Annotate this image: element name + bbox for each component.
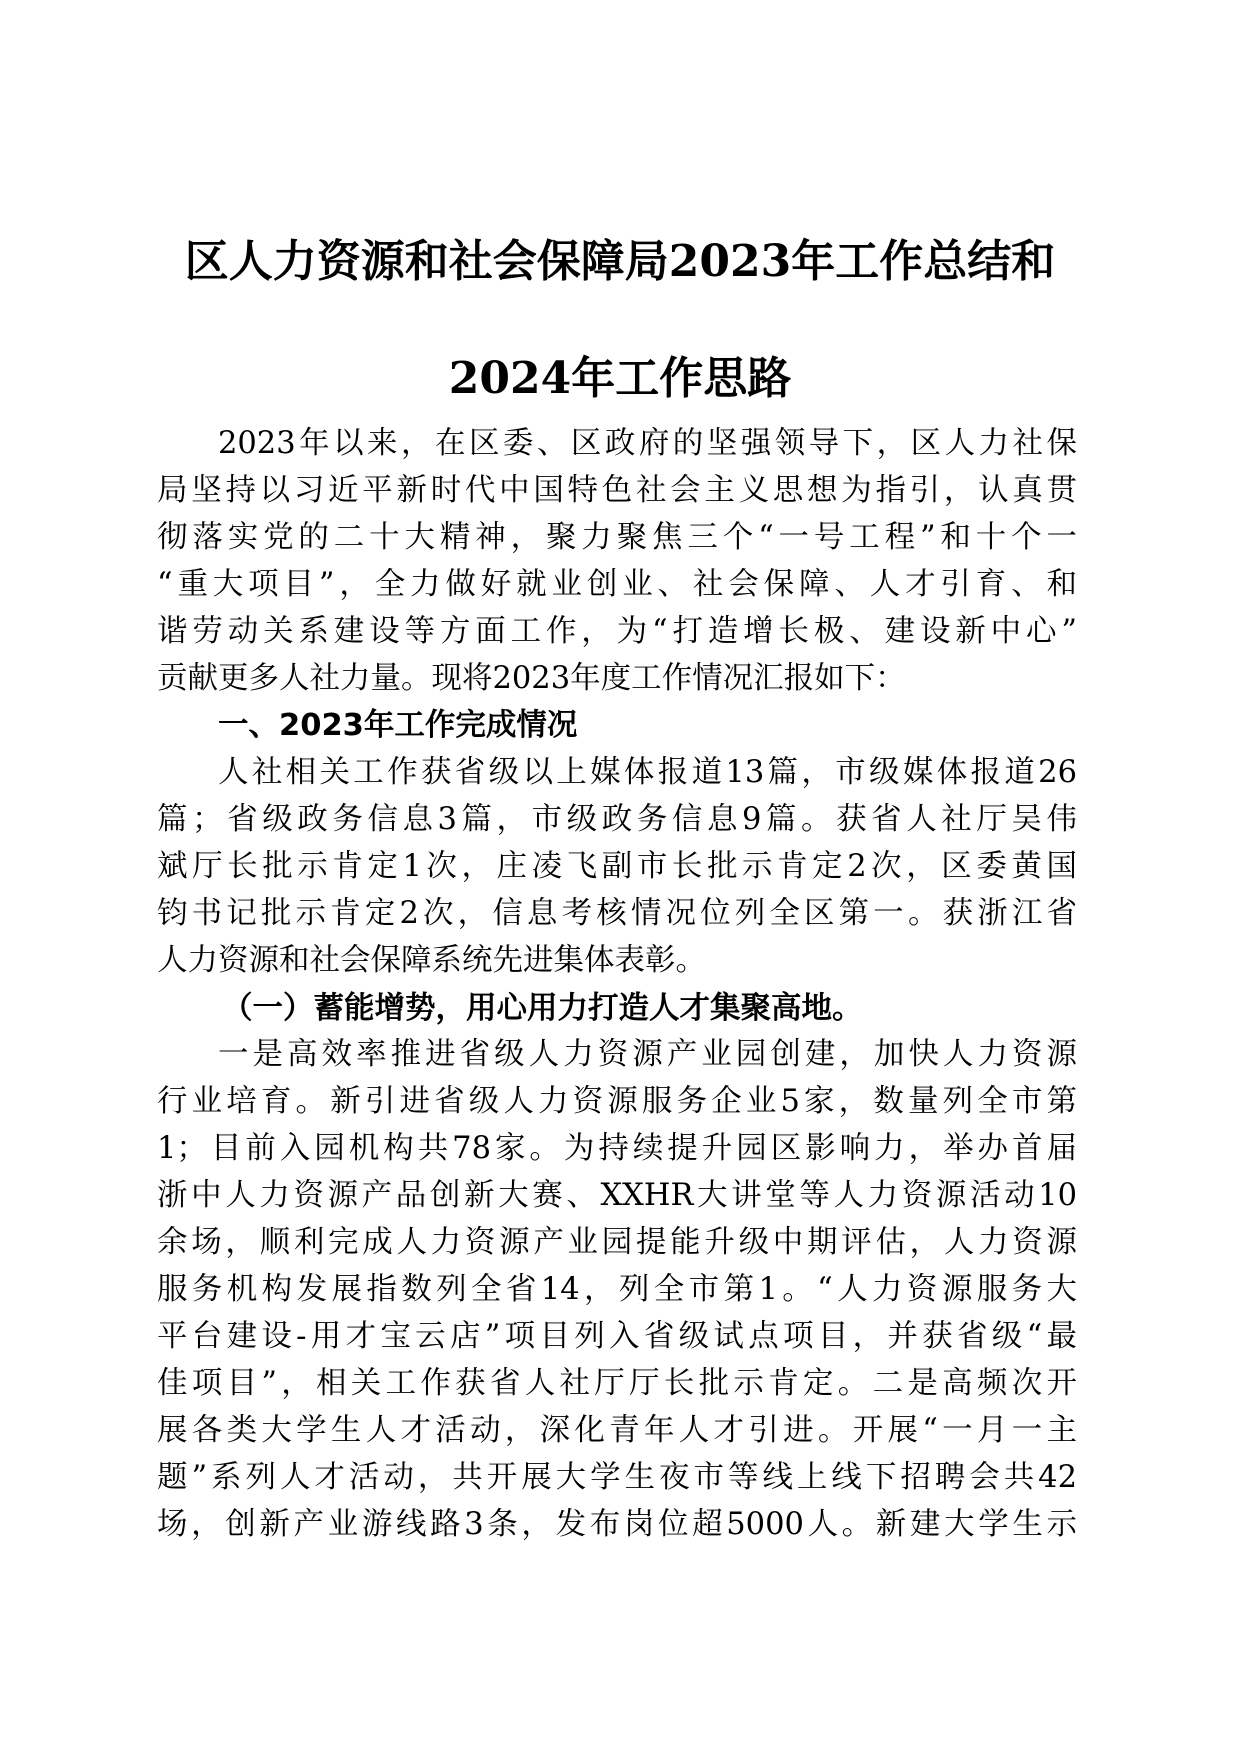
- paragraph-line: 斌厅长批示肯定1次，庄凌飞副市长批示肯定2次，区委黄国: [157, 849, 1077, 884]
- section-heading: 一、2023年工作完成情况: [218, 708, 578, 743]
- paragraph-line: “重大项目”，全力做好就业创业、社会保障、人才引育、和: [157, 567, 1077, 602]
- paragraph-line: 篇；省级政务信息3篇，市级政务信息9篇。获省人社厅吴伟: [157, 802, 1077, 837]
- paragraph-line: 1；目前入园机构共78家。为持续提升园区影响力，举办首届: [157, 1131, 1077, 1166]
- paragraph-line: 平台建设-用才宝云店”项目列入省级试点项目，并获省级“最: [157, 1319, 1077, 1354]
- paragraph-line: 人社相关工作获省级以上媒体报道13篇，市级媒体报道26: [218, 755, 1077, 790]
- paragraph-line: 场，创新产业游线路3条，发布岗位超5000人。新建大学生示: [157, 1507, 1077, 1542]
- paragraph-line: 余场，顺利完成人力资源产业园提能升级中期评估，人力资源: [157, 1225, 1077, 1260]
- paragraph-line: 贡献更多人社力量。现将2023年度工作情况汇报如下：: [157, 661, 906, 696]
- paragraph-line: 谐劳动关系建设等方面工作，为“打造增长极、建设新中心”: [157, 614, 1077, 649]
- paragraph-line: 题”系列人才活动，共开展大学生夜市等线上线下招聘会共42: [157, 1460, 1077, 1495]
- subsection-heading: （一）蓄能增势，用心用力打造人才集聚高地。: [222, 990, 863, 1026]
- paragraph-line: 浙中人力资源产品创新大赛、XXHR大讲堂等人力资源活动10: [157, 1178, 1077, 1213]
- document-title-line-2: 2024年工作思路: [448, 353, 792, 404]
- paragraph-line: 一是高效率推进省级人力资源产业园创建，加快人力资源: [218, 1037, 1077, 1072]
- paragraph-line: 展各类大学生人才活动，深化青年人才引进。开展“一月一主: [157, 1413, 1077, 1448]
- paragraph-line: 人力资源和社会保障系统先进集体表彰。: [157, 943, 706, 978]
- paragraph-line: 服务机构发展指数列全省14，列全市第1。“人力资源服务大: [157, 1272, 1077, 1307]
- paragraph-line: 佳项目”，相关工作获省人社厅厅长批示肯定。二是高频次开: [157, 1366, 1077, 1401]
- paragraph-line: 钧书记批示肯定2次，信息考核情况位列全区第一。获浙江省: [157, 896, 1077, 931]
- paragraph-line: 行业培育。新引进省级人力资源服务企业5家，数量列全市第: [157, 1084, 1077, 1119]
- paragraph-line: 局坚持以习近平新时代中国特色社会主义思想为指引，认真贯: [157, 473, 1077, 508]
- document-title-line-1: 区人力资源和社会保障局2023年工作总结和: [184, 236, 1056, 287]
- paragraph-line: 2023年以来，在区委、区政府的坚强领导下，区人力社保: [218, 426, 1077, 461]
- paragraph-line: 彻落实党的二十大精神，聚力聚焦三个“一号工程”和十个一: [157, 520, 1077, 555]
